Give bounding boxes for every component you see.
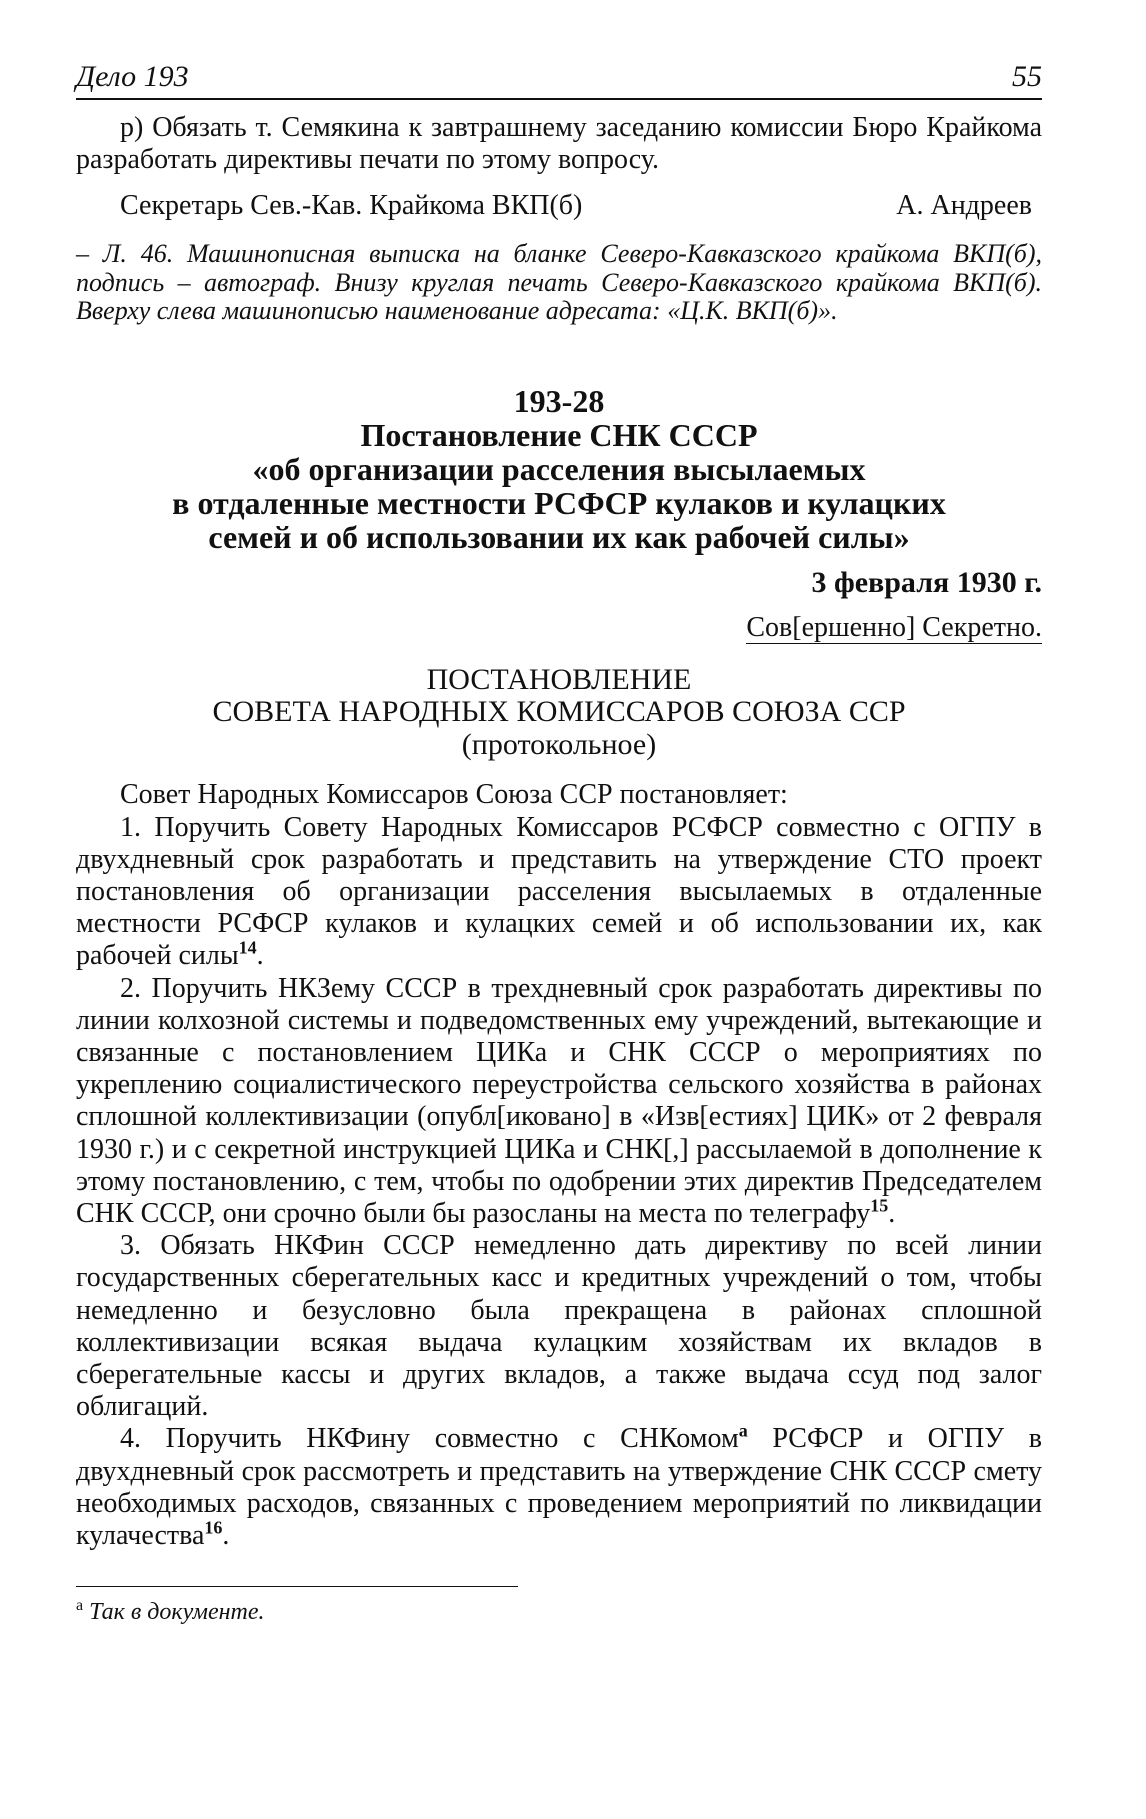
title-line: «об организации расселения высылаемых [252,450,866,487]
item-r-paragraph: р) Обязать т. Семякина к завтрашнему заседанию комиссии Бюро Крайкома разработать директивы печати по этому вопросу. [76,112,1042,176]
footnote [76,1597,1042,1627]
footnote-mark: а [76,1597,84,1615]
footnote-ref: а [738,1421,748,1442]
preamble: Совет Народных Комиссаров Союза ССР постановляет: [120,779,788,811]
document-date: 3 февраля 1930 г. [811,565,1042,599]
paragraph-3: 3. Обязать НКФин СССР немедленно дать директиву по всей линии государственных сберегательных касс и кредитных учреждений о том, чтобы немедленно и безусловно была прекращена в районах сплошной коллективизации всякая выдача кулацким хозяйствам их вкладов в сберегательные кассы и других вкладов, а также выдача ссуд под залог облигаций. [76,1230,1042,1423]
footnote-ref: 14 [238,938,257,959]
secrecy-label: Сов[ершенно] Секретно. [746,611,1042,643]
page [76,50,1042,1627]
page-number: 55 [1012,60,1042,93]
case-number: Дело 193 [76,60,189,93]
signature-title: Секретарь Сев.-Кав. Крайкома ВКП(б) [120,190,583,222]
title-line: семей и об использовании их как рабочей силы» [208,518,910,555]
protocol-heading [76,664,1042,762]
footnote-ref: 16 [204,1517,223,1538]
paragraph-1: 1. Поручить Совету Народных Комиссаров РСФСР совместно с ОГПУ в двухдневный срок разработать и представить на утверждение СТО проект постановления об организации расселения высылаемых в отдаленные местности РСФСР кулаков и кулацких семей и об использовании их, как рабочей силы$^{14}$. [76,811,1042,972]
title-line: Постановление СНК СССР [360,416,758,453]
footnote-ref: 15 [870,1195,889,1216]
archive-note: – Л. 46. Машинописная выписка на бланке Северо-Кавказского крайкома ВКП(б), подпись – автограф. Внизу круглая печать Северо-Кавказского крайкома ВКП(б). Вверху слева машинописью наименование адресата: «Ц.К. ВКП(б)». [76,239,1042,326]
running-head [76,50,1042,100]
signature-name: А. Андреев [896,190,1032,222]
paragraph-2: 2. Поручить НКЗему СССР в трехдневный срок разработать директивы по линии колхозной системы и подведомственных ему учреждений, вытекающие и связанные с постановлением ЦИКа и СНК СССР о мероприятиях по укреплению социалистического переустройства сельского хозяйства в районах сплошной коллективизации (опубл[иковано] в «Изв[естиях] ЦИК» от 2 февраля 1930 г.) и с секретной инструкцией ЦИКа и СНК[,] рассылаемой в дополнение к этому постановлению, с тем, чтобы по одобрении этих директив Председателем СНК СССР, они срочно были бы разосланы на места по телеграфу$^{15}$. [76,972,1042,1230]
document-heading [76,384,1042,554]
footnote-divider [76,1586,518,1587]
paragraph-4: 4. Поручить НКФину совместно с СНКомом$^а$ РСФСР и ОГПУ в двухдневный срок рассмотреть и представить на утверждение СНК СССР смету необходимых расходов, связанных с проведением мероприятий по ликвидации кулачества$^{16}$. [76,1421,1042,1552]
document-number: 193-28 [513,382,605,419]
protocol-line: СОВЕТА НАРОДНЫХ КОМИССАРОВ СОЮЗА ССР [212,695,906,729]
protocol-line: ПОСТАНОВЛЕНИЕ [426,662,692,696]
signature-line [76,190,1042,222]
protocol-line: (протокольное) [461,727,657,761]
footnote-text: Так в документе. [89,1599,265,1626]
secrecy-stamp [76,612,1042,644]
title-line: в отдаленные местности РСФСР кулаков и кулацких [172,484,946,521]
